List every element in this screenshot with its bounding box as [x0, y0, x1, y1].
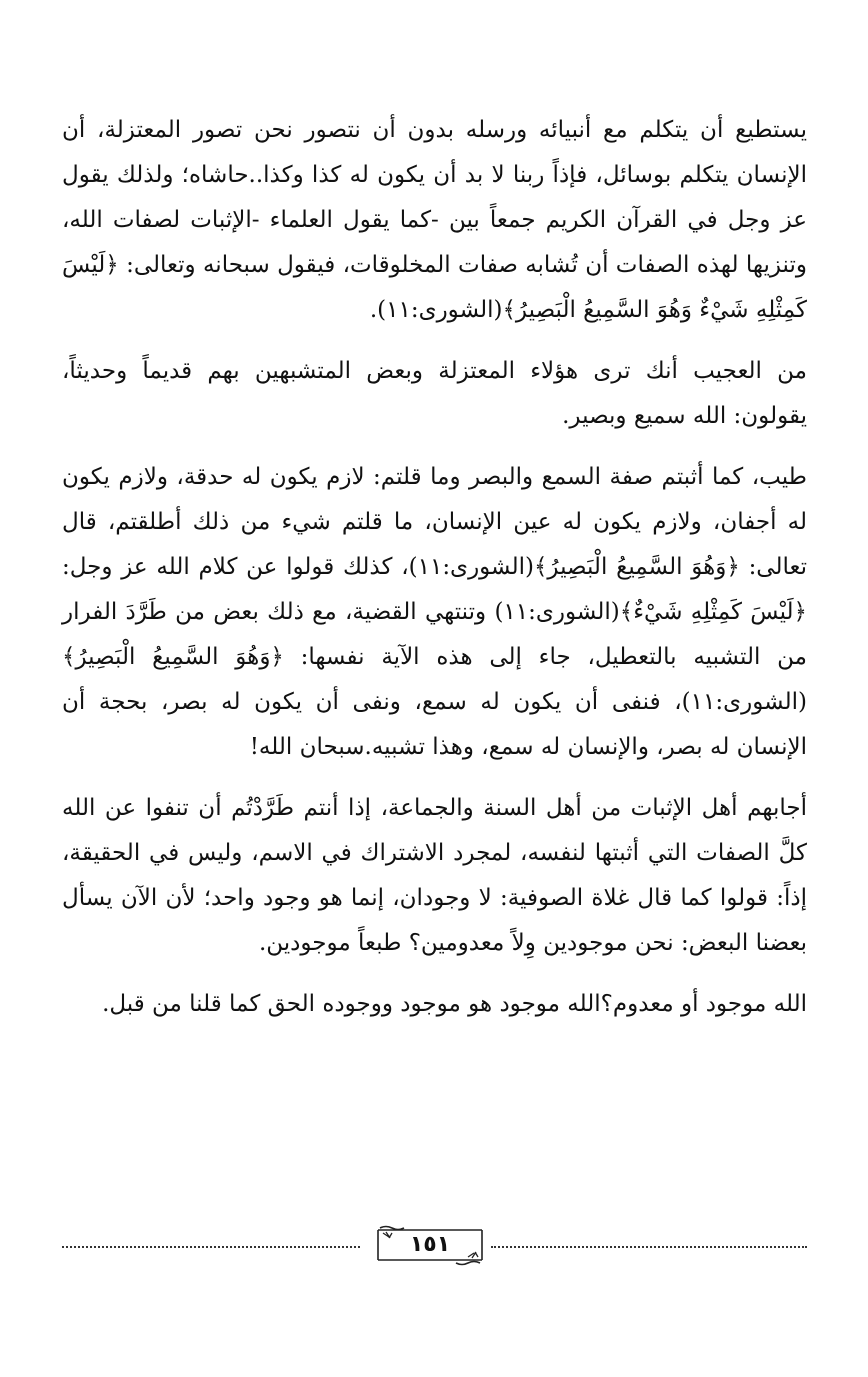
page-footer [62, 1222, 807, 1272]
paragraph-5: الله موجود أو معدوم؟الله موجود هو موجود ووجوده الحق كما قلنا من قبل. [102, 991, 807, 1017]
dotted-rule-right [491, 1246, 807, 1248]
paragraph-3: طيب، كما أثبتم صفة السمع والبصر وما قلتم: لازم يكون له حدقة، ولازم يكون له أجفان، ولازم يكون له عين الإنسان، ما قلتم شيء من ذلك أطلقتم، قال تعالى: ﴿وَهُوَ السَّمِيعُ الْبَصِيرُ﴾(الشورى:١١)، كذلك قولوا عن كلام الله عز وجل: ﴿لَيْسَ كَمِثْلِهِ شَيْءٌ﴾(الشورى:١١) وتنتهي القضية، مع ذلك بعض من طَرَّدَ الفرار من التشبيه بالتعطيل، جاء إلى هذه الآية نفسها: ﴿وَهُوَ السَّمِيعُ الْبَصِيرُ﴾(الشورى:١١)، فنفى أن يكون له سمع، ونفى أن يكون له بصر، بحجة أن الإنسان له بصر، والإنسان له سمع، وهذا تشبيه.سبحان الله! [62, 464, 807, 760]
dotted-rule-left [62, 1246, 360, 1248]
page-number-frame [374, 1224, 486, 1266]
page-number: ١٥١ [409, 1232, 451, 1257]
paragraph-2: من العجيب أنك ترى هؤلاء المعتزلة وبعض المتشبهين بهم قديماً وحديثاً، يقولون: الله سميع وبصير. [62, 358, 807, 429]
paragraph-4: أجابهم أهل الإثبات من أهل السنة والجماعة، إذا أنتم طَرَّدْتُم أن تنفوا عن الله كلَّ الصفات التي أثبتها لنفسه، لمجرد الاشتراك في الاسم، وليس في الحقيقة، إذاً: قولوا كما قال غلاة الصوفية: لا وجودان، إنما هو وجود واحد؛ لأن الآن يسأل بعضنا البعض: نحن موجودين وِلاً معدومين؟ طبعاً موجودين. [62, 795, 807, 956]
page-body [62, 108, 807, 1027]
paragraph-1: يستطيع أن يتكلم مع أنبيائه ورسله بدون أن نتصور نحن تصور المعتزلة، أن الإنسان يتكلم بوسائل، فإذاً ربنا لا بد أن يكون له كذا وكذا..حاشاه؛ ولذلك يقول عز وجل في القرآن الكريم جمعاً بين -كما يقول العلماء -الإثبات لصفات الله، وتنزيها لهذه الصفات أن تُشابه صفات المخلوقات، فيقول سبحانه وتعالى: ﴿لَيْسَ كَمِثْلِهِ شَيْءٌ وَهُوَ السَّمِيعُ الْبَصِيرُ﴾(الشورى:١١). [62, 117, 807, 323]
